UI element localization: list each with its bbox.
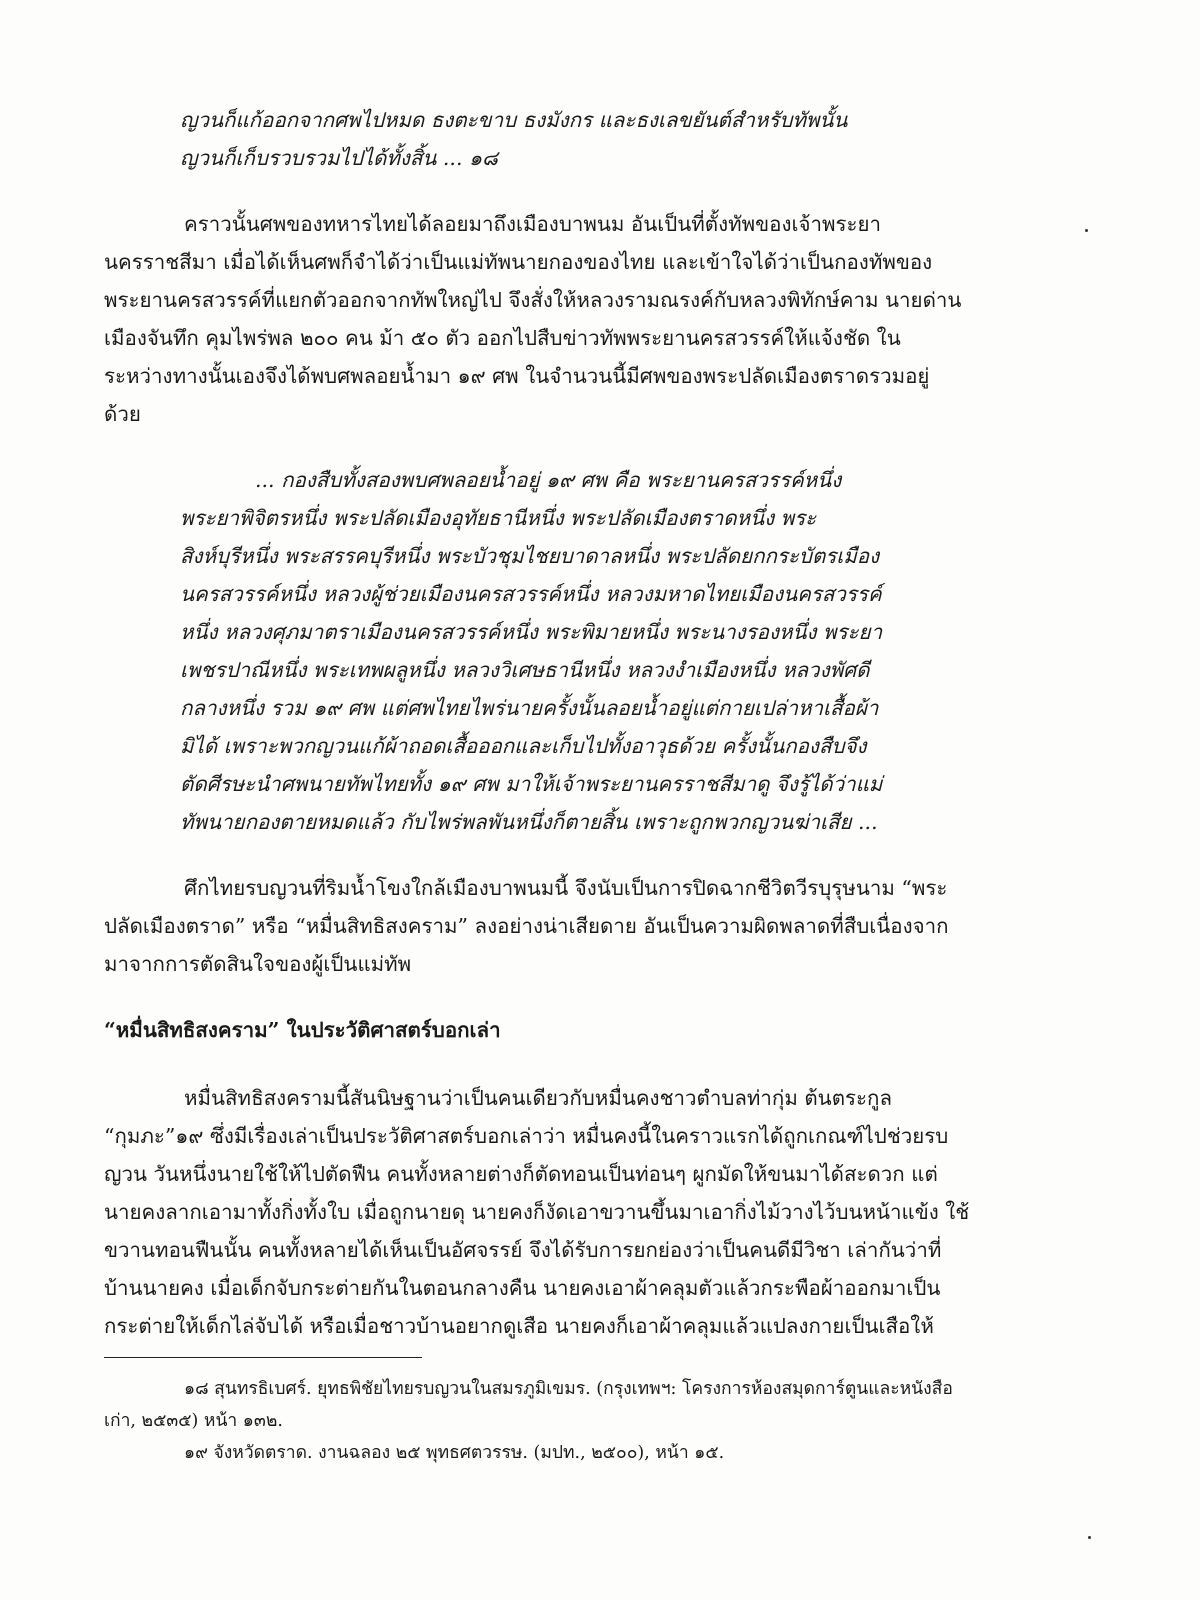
footnote-18: ๑๘ สุนทรธิเบศร์. ยุทธพิชัยไทยรบญวนในสมรภูมิเขมร. (กรุงเทพฯ: โครงการห้องสมุดการ์ตูนและหนังสือ: [184, 1379, 953, 1399]
quote-2-line: มิได้ เพราะพวกญวนแก้ผ้าถอดเสื้อออกและเก็บไปทั้งอาวุธด้วย ครั้งนั้นกองสืบจึง: [180, 734, 867, 758]
footnote-19: ๑๙ จังหวัดตราด. งานฉลอง ๒๕ พุทธศตวรรษ. (มปท., ๒๕๐๐), หน้า ๑๕.: [184, 1443, 725, 1463]
paragraph-3-line: ญวน วันหนึ่งนายใช้ให้ไปตัดฟืน คนทั้งหลายต่างก็ตัดทอนเป็นท่อนๆ ผูกมัดให้ขนมาได้สะดวก แต่: [104, 1162, 938, 1186]
paragraph-3-line: “กุมภะ”๑๙ ซึ่งมีเรื่องเล่าเป็นประวัติศาสตร์บอกเล่าว่า หมื่นคงนี้ในคราวแรกได้ถูกเกณฑ์ไปช่วยรบ: [104, 1124, 949, 1148]
quote-2-line: กลางหนึ่ง รวม ๑๙ ศพ แต่ศพไทยไพร่นายครั้งนั้นลอยน้ำอยู่แต่กายเปล่าหาเสื้อผ้า: [180, 696, 879, 720]
scan-speck: [1085, 229, 1088, 232]
quote-2-line: เพชรปาณีหนึ่ง พระเทพผลูหนึ่ง หลวงวิเศษธานีหนึ่ง หลวงงำเมืองหนึ่ง หลวงพัศดี: [180, 658, 870, 682]
paragraph-3-line: บ้านนายคง เมื่อเด็กจับกระต่ายกันในตอนกลางคืน นายคงเอาผ้าคลุมตัวแล้วกระพือผ้าออกมาเป็น: [104, 1276, 941, 1300]
paragraph-3-line: กระต่ายให้เด็กไล่จับได้ หรือเมื่อชาวบ้านอยากดูเสือ นายคงก็เอาผ้าคลุมแล้วแปลงกายเป็นเสือให้: [104, 1314, 934, 1338]
paragraph-2-line: ศึกไทยรบญวนที่ริมน้ำโขงใกล้เมืองบาพนมนี้ จึงนับเป็นการปิดฉากชีวิตวีรบุรุษนาม “พระ: [184, 876, 948, 900]
quote-2-line: ตัดศีรษะนำศพนายทัพไทยทั้ง ๑๙ ศพ มาให้เจ้าพระยานครราชสีมาดู จึงรู้ได้ว่าแม่: [180, 772, 883, 796]
quote-2-line: หนึ่ง หลวงศุภมาตราเมืองนครสวรรค์หนึ่ง พระพิมายหนึ่ง พระนางรองหนึ่ง พระยา: [180, 620, 883, 644]
paragraph-1-line: พระยานครสวรรค์ที่แยกตัวออกจากทัพใหญ่ไป จึงสั่งให้หลวงรามณรงค์กับหลวงพิทักษ์คาม นายด่าน: [104, 288, 962, 312]
paragraph-1-line: นครราชสีมา เมื่อได้เห็นศพก็จำได้ว่าเป็นแม่ทัพนายกองของไทย และเข้าใจได้ว่าเป็นกองทัพของ: [104, 250, 933, 274]
quote-2-line: นครสวรรค์หนึ่ง หลวงผู้ช่วยเมืองนครสวรรค์หนึ่ง หลวงมหาดไทยเมืองนครสวรรค์: [180, 582, 882, 606]
paragraph-3-line: ขวานทอนฟืนนั้น คนทั้งหลายได้เห็นเป็นอัศจรรย์ จึงได้รับการยกย่องว่าเป็นคนดีมีวิชา เล่ากันว่าที่: [104, 1238, 942, 1262]
footnote-18-continued: เก่า, ๒๕๓๕) หน้า ๑๓๒.: [104, 1411, 283, 1431]
quote-2-line: ... กองสืบทั้งสองพบศพลอยน้ำอยู่ ๑๙ ศพ คือ พระยานครสวรรค์หนึ่ง: [255, 468, 842, 492]
quote-2-line: ทัพนายกองตายหมดแล้ว กับไพร่พลพันหนึ่งก็ตายสิ้น เพราะถูกพวกญวนฆ่าเสีย ...: [180, 810, 878, 834]
paragraph-1-line: ระหว่างทางนั้นเองจึงได้พบศพลอยน้ำมา ๑๙ ศพ ในจำนวนนี้มีศพของพระปลัดเมืองตราดรวมอยู่: [104, 364, 930, 388]
paragraph-1-line: เมืองจันทึก คุมไพร่พล ๒๐๐ คน ม้า ๕๐ ตัว ออกไปสืบข่าวทัพพระยานครสวรรค์ให้แจ้งชัด ใน: [104, 326, 901, 350]
paragraph-2-line: ปลัดเมืองตราด” หรือ “หมื่นสิทธิสงคราม” ลงอย่างน่าเสียดาย อันเป็นความผิดพลาดที่สืบเนื่องจาก: [104, 914, 949, 938]
quote-2-line: พระยาพิจิตรหนึ่ง พระปลัดเมืองอุทัยธานีหนึ่ง พระปลัดเมืองตราดหนึ่ง พระ: [180, 506, 817, 530]
paragraph-2-line: มาจากการตัดสินใจของผู้เป็นแม่ทัพ: [104, 952, 412, 976]
section-heading: “หมื่นสิทธิสงคราม” ในประวัติศาสตร์บอกเล่า: [104, 1018, 501, 1042]
paragraph-1-line: คราวนั้นศพของทหารไทยได้ลอยมาถึงเมืองบาพนม อันเป็นที่ตั้งทัพของเจ้าพระยา: [184, 212, 882, 236]
quote-1-line: ญวนก็แก้ออกจากศพไปหมด ธงตะขาบ ธงมังกร และธงเลขยันต์สำหรับทัพนั้น: [180, 108, 848, 132]
paragraph-3-line: หมื่นสิทธิสงครามนี้สันนิษฐานว่าเป็นคนเดียวกับหมื่นคงชาวตำบลท่ากุ่ม ต้นตระกูล: [184, 1086, 893, 1110]
paragraph-3-line: นายคงลากเอามาทั้งกิ่งทั้งใบ เมื่อถูกนายดุ นายคงก็งัดเอาขวานขึ้นมาเอากิ่งไม้วางไว้บนหน้าแข้ง ใช้: [104, 1200, 970, 1224]
quote-2-line: สิงห์บุรีหนึ่ง พระสรรคบุรีหนึ่ง พระบัวชุมไชยบาดาลหนึ่ง พระปลัดยกกระบัตรเมือง: [180, 544, 880, 568]
paragraph-1-line: ด้วย: [104, 402, 141, 426]
scan-speck: [1088, 1536, 1091, 1539]
footnote-divider: [104, 1357, 422, 1358]
quote-1-line: ญวนก็เก็บรวบรวมไปได้ทั้งสิ้น ... ๑๘: [180, 146, 498, 170]
